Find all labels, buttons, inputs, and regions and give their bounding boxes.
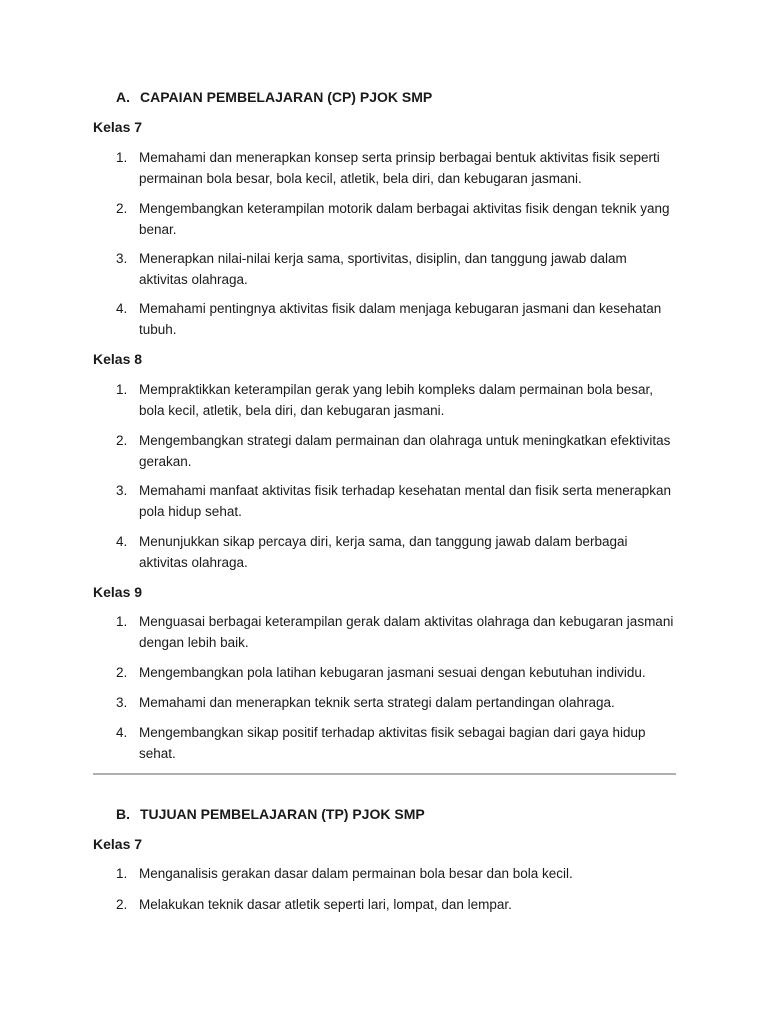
list-item-number: 1. [116,150,128,165]
section-a-kelas9-heading: Kelas 9 [93,584,143,600]
list-item-text: Menunjukkan sikap percaya diri, kerja sama, dan tanggung jawab dalam berbagai aktivitas olahraga. [139,534,628,570]
list-item-number: 1. [116,382,128,397]
section-a-kelas8-heading: Kelas 8 [93,351,143,367]
list-item-text: Memahami dan menerapkan teknik serta strategi dalam pertandingan olahraga. [139,695,615,710]
list-item-number: 2. [116,665,128,680]
list-item [116,147,676,189]
list-item [116,531,676,573]
section-a-heading [116,88,432,106]
section-divider [93,773,676,775]
list-item [116,611,676,653]
list-item [116,722,676,764]
list-item [116,662,676,683]
list-item-text: Mengembangkan pola latihan kebugaran jasmani sesuai dengan kebutuhan individu. [139,665,646,680]
section-b-title: TUJUAN PEMBELAJARAN (TP) PJOK SMP [140,806,425,822]
list-item [116,248,676,290]
list-item [116,480,676,522]
list-item-number: 4. [116,534,128,549]
list-item-number: 3. [116,251,128,266]
list-item-text: Mengembangkan keterampilan motorik dalam berbagai aktivitas fisik dengan teknik yang benar. [139,201,670,237]
list-item-text: Memahami manfaat aktivitas fisik terhadap kesehatan mental dan fisik serta menerapkan pola hidup sehat. [139,483,672,519]
section-a-letter: A. [116,89,130,105]
list-item [116,430,676,472]
list-item-text: Menganalisis gerakan dasar dalam permainan bola besar dan bola kecil. [139,866,573,881]
list-item-text: Menerapkan nilai-nilai kerja sama, sportivitas, disiplin, dan tanggung jawab dalam aktivitas olahraga. [139,251,627,287]
list-item [116,894,676,915]
list-item-text: Mengembangkan sikap positif terhadap aktivitas fisik sebagai bagian dari gaya hidup sehat. [139,725,646,761]
list-item [116,298,676,340]
list-item [116,692,676,713]
list-item-number: 4. [116,725,128,740]
list-item-text: Menguasai berbagai keterampilan gerak dalam aktivitas olahraga dan kebugaran jasmani dengan lebih baik. [139,614,674,650]
list-item-number: 2. [116,897,128,912]
section-a-title: CAPAIAN PEMBELAJARAN (CP) PJOK SMP [140,89,433,105]
list-item [116,379,676,421]
list-item-number: 3. [116,695,128,710]
list-item-number: 1. [116,866,128,881]
list-item-number: 3. [116,483,128,498]
section-b-letter: B. [116,806,130,822]
section-b-heading [116,805,425,823]
list-item [116,198,676,240]
list-item-text: Memahami pentingnya aktivitas fisik dalam menjaga kebugaran jasmani dan kesehatan tubuh. [139,301,662,337]
section-b-kelas7-heading: Kelas 7 [93,836,143,852]
list-item-text: Mengembangkan strategi dalam permainan dan olahraga untuk meningkatkan efektivitas gerakan. [139,433,671,469]
list-item [116,863,676,884]
section-a-kelas7-heading: Kelas 7 [93,119,143,135]
list-item-text: Mempraktikkan keterampilan gerak yang lebih kompleks dalam permainan bola besar, bola kecil, atletik, bela diri, dan kebugaran jasmani. [139,382,654,418]
list-item-text: Memahami dan menerapkan konsep serta prinsip berbagai bentuk aktivitas fisik seperti permainan bola besar, bola kecil, atletik, bela diri, dan kebugaran jasmani. [139,150,660,186]
list-item-number: 2. [116,433,128,448]
list-item-number: 1. [116,614,128,629]
list-item-number: 2. [116,201,128,216]
list-item-number: 4. [116,301,128,316]
list-item-text: Melakukan teknik dasar atletik seperti lari, lompat, dan lempar. [139,897,512,912]
